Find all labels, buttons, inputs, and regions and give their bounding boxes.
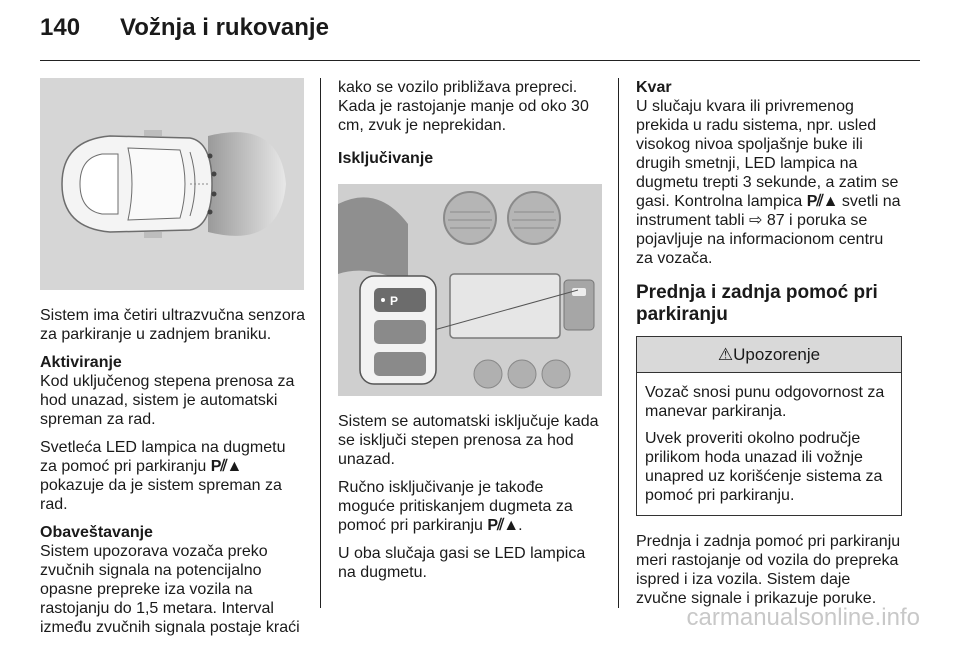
deactivation-text-b: . xyxy=(518,517,523,534)
column-divider-2 xyxy=(618,78,619,608)
park-assist-symbol-icon: P⫽▲ xyxy=(210,458,242,475)
page-number: 140 xyxy=(40,14,81,41)
column-3 xyxy=(636,78,902,617)
header-rule xyxy=(40,60,920,61)
deactivation-paragraph-1: Sistem se automatski isključuje kada se isključi stepen prenosa za hod unazad. xyxy=(338,413,599,468)
deactivation-paragraph-2 xyxy=(338,478,604,535)
page-header xyxy=(40,14,329,54)
intro-paragraph: Sistem ima četiri ultrazvučna senzora za parkiranje u zadnjem braniku. xyxy=(40,307,305,343)
park-assist-button-label: P xyxy=(390,294,399,308)
information-paragraph: Sistem upozorava vozača preko zvučnih signala na potencijalno opasne prepreke iza vozila na rastojanju do 1,5 metara. Interval između zvučnih signala postaje kraći xyxy=(40,543,300,636)
fault-text-c: 87 i poruka se pojavljuje na informacionom centru za vozača. xyxy=(636,212,884,267)
warning-paragraph-2: Uvek proveriti okolno područje prilikom hoda unazad ili vožnje unapred uz korišćenje sistema za pomoć pri parkiranju. xyxy=(645,430,883,504)
deactivation-text-a: Ručno isključivanje je takođe moguće pritiskanjem dugmeta za pomoć pri parkiranju xyxy=(338,479,573,534)
activation-text-a: Svetleća LED lampica na dugmetu za pomoć pri parkiranju xyxy=(40,439,286,475)
warning-header xyxy=(637,337,901,373)
warning-paragraph-1: Vozač snosi punu odgovornost za manevar parkiranja. xyxy=(645,384,885,420)
heading-information: Obaveštavanje xyxy=(40,524,153,541)
heading-front-rear-assist: Prednja i zadnja pomoć pri parkiranju xyxy=(636,282,878,325)
park-assist-symbol-icon: P⫽▲ xyxy=(487,517,519,534)
continuation-paragraph: kako se vozilo približava prepreci. Kada je rastojanje manje od oko 30 cm, zvuk je neprekidan. xyxy=(338,79,589,134)
heading-activation: Aktiviranje xyxy=(40,354,122,371)
front-rear-paragraph: Prednja i zadnja pomoć pri parkiranju meri rastojanje od vozila do prepreka ispred i iza vozila. Sistem daje zvučne signale i prikazuje poruke. xyxy=(636,533,901,607)
dashboard-button-illustration xyxy=(338,184,602,396)
warning-body xyxy=(637,373,901,515)
park-assist-symbol-icon: P⫽▲ xyxy=(806,193,838,210)
activation-paragraph-1: Kod uključenog stepena prenosa za hod unazad, sistem je automatski spreman za rad. xyxy=(40,373,295,428)
activation-paragraph-2 xyxy=(40,438,306,514)
page-reference-arrow-icon: ⇨ xyxy=(748,212,763,229)
activation-text-b: pokazuje da je sistem spreman za rad. xyxy=(40,477,282,513)
fault-text-a: U slučaju kvara ili privremenog prekida u radu sistema, npr. usled visokog nivoa spoljašnje buke ili drugih smetnji, LED lampica na dugmetu trepti 3 sekunde, a zatim se gasi. Kontrolna lampica xyxy=(636,98,899,210)
column-divider-1 xyxy=(320,78,321,608)
car-sensor-illustration xyxy=(40,78,304,290)
chapter-title: Vožnja i rukovanje xyxy=(120,14,329,41)
watermark: carmanualsonline.info xyxy=(686,604,920,631)
fault-text-b: svetli na instrument tabli xyxy=(636,193,901,229)
column-2 xyxy=(338,78,604,591)
column-1 xyxy=(40,78,306,646)
warning-box xyxy=(636,336,902,516)
warning-triangle-icon: ⚠ xyxy=(717,345,734,364)
warning-title: Upozorenje xyxy=(733,345,821,364)
fault-paragraph xyxy=(636,97,902,268)
heading-deactivation: Isključivanje xyxy=(338,150,434,167)
heading-fault: Kvar xyxy=(636,79,672,96)
deactivation-paragraph-3: U oba slučaja gasi se LED lampica na dugmetu. xyxy=(338,545,586,581)
